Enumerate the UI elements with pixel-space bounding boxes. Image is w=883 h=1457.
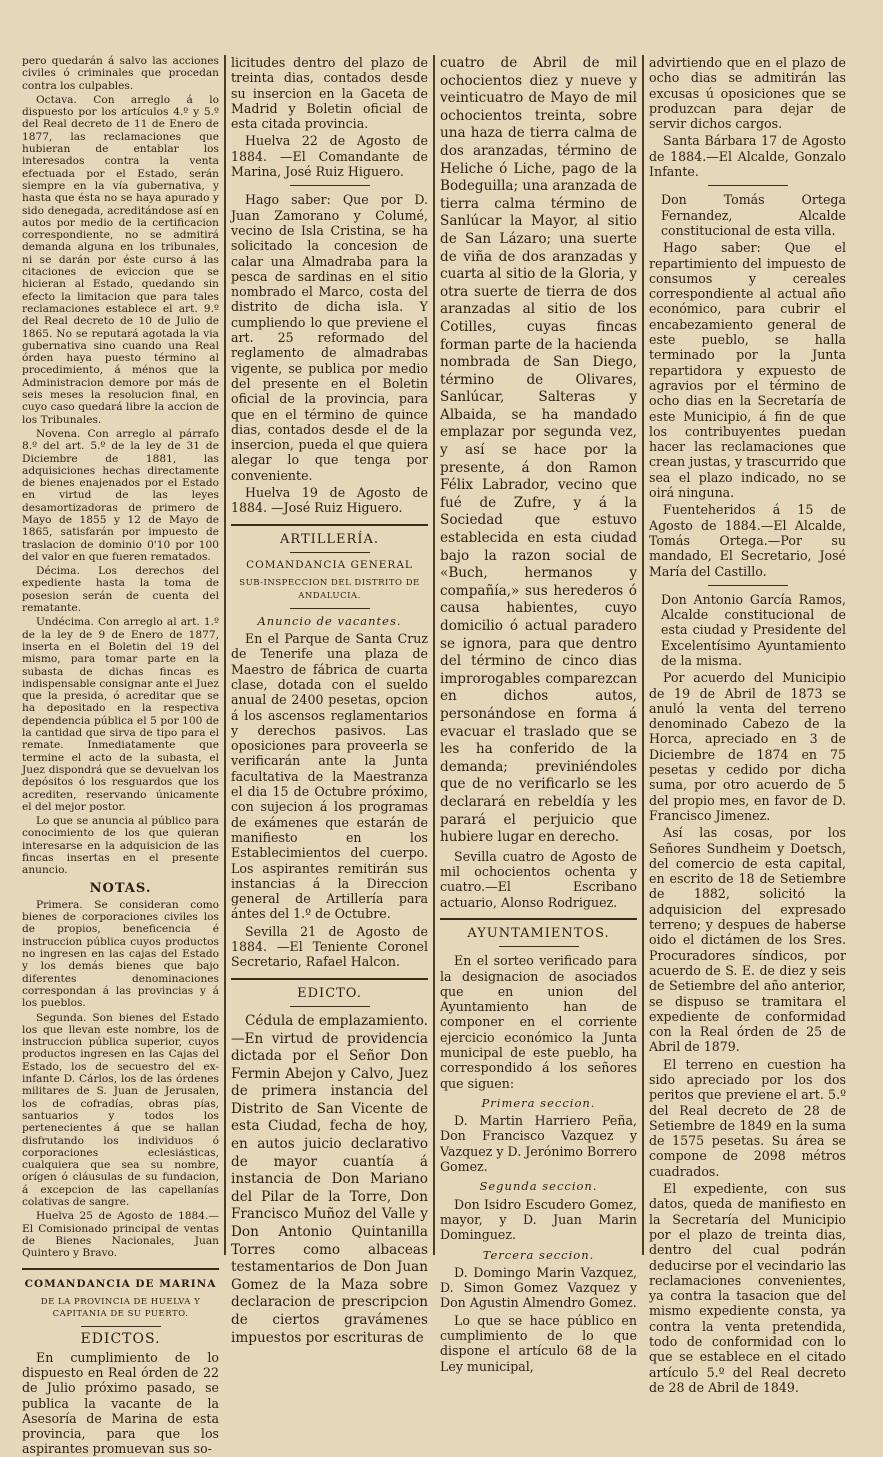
paragraph: Lo que se hace público en cumplimiento de lo que dispone el artículo 68 de la Ley municipal,	[440, 1312, 637, 1374]
divider	[231, 524, 428, 526]
comandancia-subtitle: SUB-INSPECCION DEL DISTRITO DE ANDALUCIA.	[239, 578, 420, 601]
paragraph: Lo que se anuncia al público para conocimiento de los que quieran interesarse en la adquisicion de las fincas insertas en el presente anuncio.	[22, 815, 219, 877]
paragraph: advirtiendo que en el plazo de ocho dias se admitirán las excusas ú oposiciones que se produzcan para dejar de servir dichos cargos.	[649, 55, 846, 132]
divider	[440, 918, 637, 920]
segunda-seccion-title: Segunda seccion.	[479, 1179, 598, 1194]
paragraph: cuatro de Abril de mil ochocientos diez y nueve y veinticuatro de Mayo de mil ochocientos treinta, sobre una haza de tierra calma de dos aranzadas, término de Heliche ó Liche, pago de la Bodeguilla; una aranzada de tierra calma término de Sanlúcar la Mayor, al sitio de San Lázaro; una suerte de viña de dos aranzadas y cuarta al sitio de la Gloria, y otra suerte de tierra de dos aranzadas al sitio de los Cotilles, cuyas fincas forman parte de la hacienda nombrada de San Diego, término de Olivares, Sanlúcar, Salteras y Albaida, se ha mandado emplazar por segunda vez, y así se hace por la presente, á don Ramon Félix Labrador, vecino que fué de Zufre, y á la Sociedad que estuvo establecida en esta ciudad bajo la razon social de «Buch, hermanos y compañía,» sus herederos ó causa habientes, cuyo domicilio ó actual paradero se ignora, para que dentro del término de cinco dias improrogables comparezcan en dichos autos, personándose en forma á evacuar el traslado que se les ha conferido de la demanda; previniéndoles que de no verificarlo se les declarará en rebeldía y les parará el perjuicio que hubiere lugar en derecho.	[440, 55, 637, 846]
paragraph: Décima. Los derechos del expediente hasta la toma de posesion serán de cuenta del rematante.	[22, 565, 219, 615]
vacantes-title: Anuncio de vacantes.	[257, 613, 402, 628]
ortega-heading: Don Tomás Ortega Fernandez, Alcalde constitucional de esta villa.	[661, 192, 846, 238]
ramos-heading: Don Antonio García Ramos, Alcalde constitucional de esta ciudad y Presidente del Excelentísimo Ayuntamiento de la misma.	[661, 591, 846, 668]
paragraph: Primera. Se consideran como bienes de corporaciones civiles los de propios, beneficencia é instruccion pública cuyos productos no ingresen en las cajas del Estado y los demás bienes que bajo diferentes denominaciones correspondan á las provincias y á los pueblos.	[22, 898, 219, 1010]
divider	[290, 608, 370, 609]
paragraph: pero quedarán á salvo las acciones civiles ó criminales que procedan contra los culpables.	[22, 55, 219, 92]
paragraph: Hago saber: Que el repartimiento del impuesto de consumos y cereales correspondiente al actual año económico, para cubrir el encabezamiento general de este pueblo, se halla terminado por la Junta repartidora y expuesto de agravios por el término de ocho dias en la Secretaría de este Municipio, á fin de que los contribuyentes puedan hacer las reclamaciones que crean justas, y trascurrido que sea el plazo indicado, no se oirá ninguna.	[649, 240, 846, 501]
column-4	[645, 55, 850, 1395]
signature: Sevilla 21 de Agosto de 1884. —El Teniente Coronel Secretario, Rafael Halcon.	[231, 923, 428, 970]
divider	[81, 1326, 161, 1327]
paragraph: Segunda. Son bienes del Estado los que llevan este nombre, los de instruccion pública superior, cuyos productos ingresen en las Cajas del Estado, los de secuestro del ex-infante D. Cárlos, los de las órdenes militares de S. Juan de Jerusalen, los de cofradías, obras pías, santuarios y todos los pertenecientes á que se hallan disfrutando los individuos ó corporaciones eclesiásticas, cualquiera que sea su nombre, orígen ó cláusulas de su fundacion, á excepcion de las capellanías colativas de sangre.	[22, 1011, 219, 1209]
signature: Huelva 22 de Agosto de 1884. —El Comandante de Marina, José Ruiz Higuero.	[231, 133, 428, 180]
edictos-title: EDICTOS.	[80, 1331, 161, 1348]
paragraph: Así las cosas, por los Señores Sundheim y Doetsch, del comercio de esta capital, en escrito de 18 de Setiembre de 1882, solicitó la adquisicion del expresado terreno; y despues de haberse oido el dictámen de los Sres. Procuradores síndicos, por acuerdo de S. E. de diez y seis de Setiembre del año anterior, se dispuso se tramitara el expediente de conformidad con la Real órden de 25 de Abril de 1879.	[649, 825, 846, 1055]
paragraph: Cédula de emplazamiento. —En virtud de providencia dictada por el Señor Don Fermin Abejon y Calvo, Juez de primera instancia del Distrito de San Vicente de esta Ciudad, fecha de hoy, en autos juicio declarativo de mayor cuantía á instancia de Don Mariano del Pilar de la Torre, Don Francisco Muñoz del Valle y Don Antonio Quintanilla Torres como albaceas testamentarios de Don Juan Gomez de la Maza sobre declaracion de prescripcion de ciertos gravámenes impuestos por escrituras de	[231, 1012, 428, 1346]
comandancia-title: COMANDANCIA GENERAL	[246, 558, 413, 571]
paragraph: Novena. Con arreglo al párrafo 8.º del art. 5.º de la ley de 31 de Diciembre de 1881, las adquisiciones hechas directamente de bienes enajenados por el Estado en virtud de las leyes desamortizadoras de primero de Mayo de 1855 y 12 de Mayo de 1865, satisfarán por impuesto de traslacion de dominio 0'10 por 100 del valor en que fueren rematados.	[22, 427, 219, 563]
divider	[290, 552, 370, 553]
divider	[708, 585, 788, 586]
signature: Fuenteheridos á 15 de Agosto de 1884.—El Alcalde, Tomás Ortega.—Por su mandado, El Secretario, José María del Castillo.	[649, 502, 846, 579]
newspaper-page	[18, 55, 868, 1457]
paragraph: En cumplimiento de lo dispuesto en Real órden de 22 de Julio próximo pasado, se publica la vacante de la Asesoría de Marina de esta provincia, para que los aspirantes promuevan sus so-	[22, 1349, 219, 1457]
paragraph: En el sorteo verificado para la designacion de asociados que en union del Ayuntamiento han de componer en el corriente ejercicio económico la Junta municipal de este pueblo, ha correspondido á los señores que siguen:	[440, 953, 637, 1091]
divider	[290, 1006, 370, 1007]
divider	[22, 1268, 219, 1270]
paragraph: Don Isidro Escudero Gomez, mayor, y D. Juan Marin Dominguez.	[440, 1196, 637, 1243]
divider	[290, 185, 370, 186]
column-1	[18, 55, 223, 1457]
paragraph: D. Martin Harriero Peña, Don Francisco Vazquez y Vazquez y D. Jerónimo Borrero Gomez.	[440, 1113, 637, 1175]
paragraph: D. Domingo Marin Vazquez, D. Simon Gomez Vazquez y Don Agustin Almendro Gomez.	[440, 1264, 637, 1311]
primera-seccion-title: Primera seccion.	[481, 1095, 596, 1110]
paragraph: El expediente, con sus datos, queda de manifiesto en la Secretaría del Municipio por el plazo de treinta dias, dentro del cual podrán deducirse por el vecindario las reclamaciones convenientes, ya contra la tasacion que del mismo expediente consta, ya contra la venta pretendida, todo de conformidad con lo que se establece en el citado artículo 5.º del Real decreto de 28 de Abril de 1849.	[649, 1181, 846, 1395]
marina-subtitle: DE LA PROVINCIA DE HUELVA Y CAPITANIA DE SU PUERTO.	[40, 1296, 201, 1320]
paragraph: Hago saber: Que por D. Juan Zamorano y Columé, vecino de Isla Cristina, se ha solicitado la concesion de calar una Almadraba para la pesca de sardinas en el sitio nombrado el Marco, costa del distrito de dicha isla. Y cumpliendo lo que previene el art. 25 reformado del reglamento de almadrabas vigente, se publica por medio del presente en el Boletin oficial de la provincia, para que en el término de quince dias, contados desde el de la insercion, pueda el que quiera alegar lo que tenga por conveniente.	[231, 192, 428, 483]
artilleria-title: ARTILLERÍA.	[280, 531, 379, 547]
tercera-seccion-title: Tercera seccion.	[482, 1247, 595, 1262]
signature: Huelva 19 de Agosto de 1884. —José Ruiz Higuero.	[231, 485, 428, 516]
marina-title: COMANDANCIA DE MARINA	[24, 1277, 217, 1290]
paragraph: El terreno en cuestion ha sido apreciado por los dos peritos que previene el art. 5.º del Real decreto de 28 de Setiembre de 1849 en la suma de 1575 pesetas. Su área se compone de 2098 métros cuadrados.	[649, 1056, 846, 1179]
column-2	[227, 55, 432, 1346]
notas-title: NOTAS.	[89, 880, 152, 896]
paragraph: Undécima. Con arreglo al art. 1.º de la ley de 9 de Enero de 1877, inserta en el Boletin del 19 del mismo, para tomar parte en la subasta de dichas fincas es indispensable consignar ante el Juez que la presida, ó acreditar que se ha depositado en la respectiva dependencia pública el 5 por 100 de la cantidad que sirva de tipo para el remate. Inmediatamente que termine el acto de la subasta, el Juez dispondrá que se devuelvan los depósitos ó los resguardos que los acrediten, reservando únicamente el del mejor postor.	[22, 616, 219, 813]
signature: Sevilla cuatro de Agosto de mil ochocientos ochenta y cuatro.—El Escribano actuario, Alonso Rodriguez.	[440, 848, 637, 910]
paragraph: licitudes dentro del plazo de treinta dias, contados desde su insercion en la Gaceta de Madrid y Boletin oficial de esta citada provincia.	[231, 55, 428, 132]
signature: Santa Bárbara 17 de Agosto de 1884.—El Alcalde, Gonzalo Infante.	[649, 133, 846, 180]
paragraph: Octava. Con arreglo á lo dispuesto por los artículos 4.º y 5.º del Real decreto de 11 de Enero de 1877, las reclamaciones que hubieran de entablar los interesados contra la venta efectuada por el Estado, serán siempre en la vía gubernativa, y hasta que ésta no se haya apurado y sido denegada, acreditándose así en autos por medio de la certificacion correspondiente, no se admitirá demanda alguna en los tribunales, ni se darán por éste curso á las citaciones de eviccion que se hicieran al Estado, quedando sin efecto la limitacion que para tales reclamaciones establece el art. 9.º del Real decreto de 10 de Julio de 1865. No se reputará agotada la via gubernativa sino cuando una Real órden haya puesto término al procedimiento, á ménos que la Administracion demore por más de seis meses la resolucion final, en cuyo caso quedará libre la accion de los Tribunales.	[22, 93, 219, 426]
column-divider	[224, 55, 226, 1255]
signature: Huelva 25 de Agosto de 1884.—El Comisionado principal de ventas de Bienes Nacionales, Juan Quintero y Bravo.	[22, 1210, 219, 1260]
divider	[708, 185, 788, 186]
ayuntamientos-title: AYUNTAMIENTOS.	[467, 925, 610, 941]
column-divider	[433, 55, 435, 1255]
divider	[499, 946, 579, 947]
paragraph: En el Parque de Santa Cruz de Tenerife una plaza de Maestro de fábrica de cuarta clase, dotada con el sueldo anual de 2400 pesetas, opcion á los ascensos reglamentarios y derechos pasivos. Las oposiciones para proveerla se verificarán ante la Junta facultativa de la Maestranza el dia 15 de Octubre próximo, con sujecion á los programas de exámenes que estarán de manifiesto en los Establecimientos del cuerpo. Los aspirantes remitirán sus instancias á la Direccion general de Artillería para ántes del 1.º de Octubre.	[231, 631, 428, 922]
column-3	[436, 55, 641, 1374]
column-divider	[642, 55, 644, 1255]
divider	[231, 978, 428, 980]
paragraph: Por acuerdo del Municipio de 19 de Abril de 1873 se anuló la venta del terreno denominado Cabezo de la Horca, apreciado en 3 de Diciembre de 1874 en 75 pesetas y cedido por dicha suma, por otro acuerdo de 5 del propio mes, en favor de D. Francisco Jimenez.	[649, 670, 846, 823]
edicto-title: EDICTO.	[297, 985, 362, 1001]
